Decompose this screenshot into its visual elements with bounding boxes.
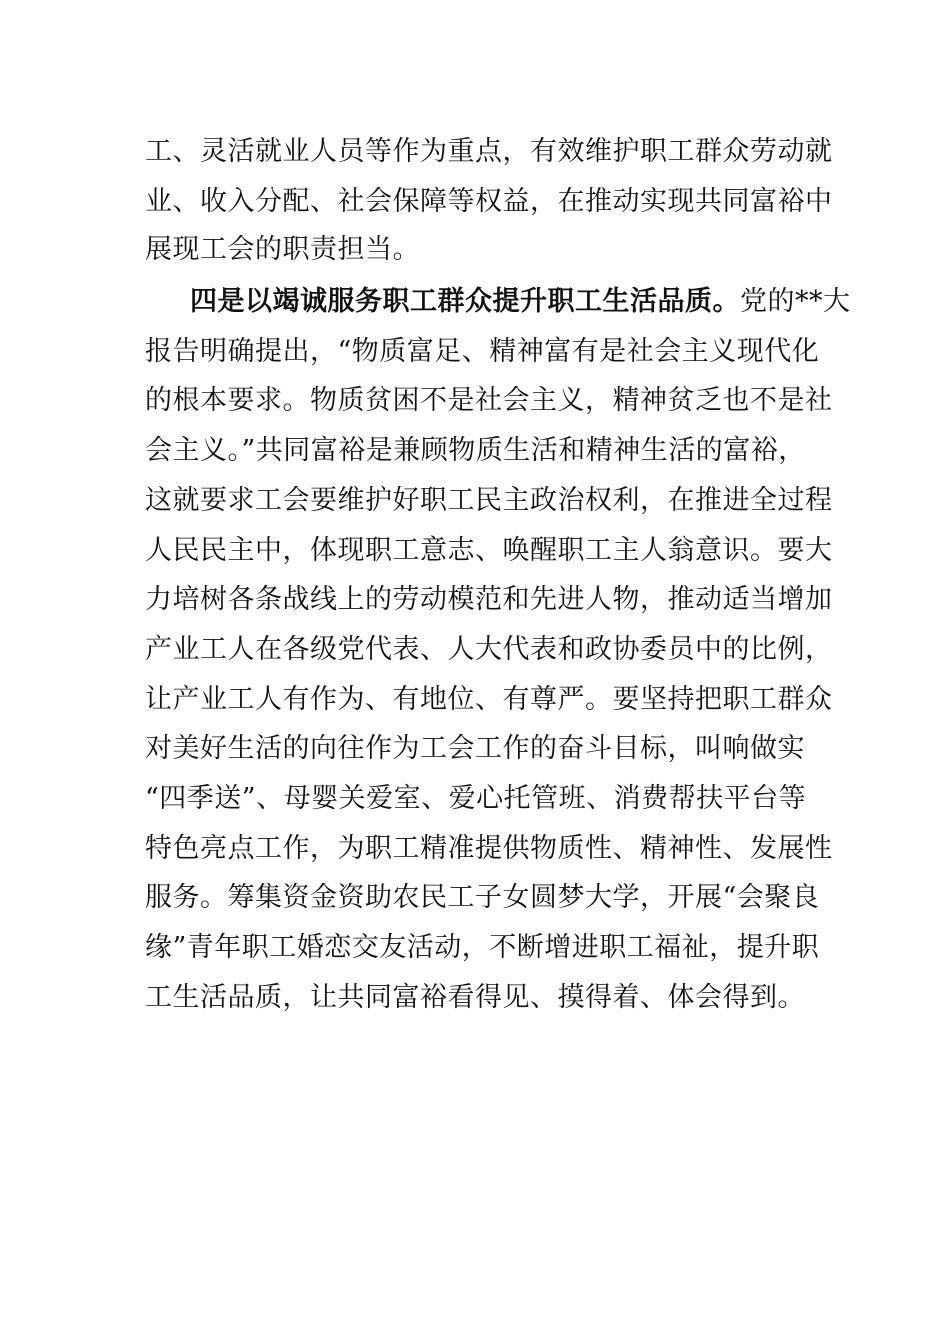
paragraph-line: 产业工人在各级党代表、人大代表和政协委员中的比例，	[145, 634, 833, 665]
paragraph-line: “四季送”、母婴关爱室、爱心托管班、消费帮扶平台等	[145, 783, 807, 814]
paragraph-line: 力培树各条战线上的劳动模范和先进人物，推动适当增加	[145, 584, 833, 615]
paragraph-line: 会主义。”共同富裕是兼顾物质生活和精神生活的富裕，	[145, 435, 806, 466]
heading-continuation: 党的**大	[740, 286, 851, 317]
paragraph-line: 报告明确提出，“物质富足、精神富有是社会主义现代化	[145, 336, 820, 367]
paragraph-line: 工生活品质，让共同富裕看得见、摸得着、体会得到。	[145, 982, 805, 1013]
paragraph-line: 特色亮点工作，为职工精准提供物质性、精神性、发展性	[145, 833, 833, 864]
paragraph-line: 这就要求工会要维护好职工民主政治权利，在推进全过程	[145, 485, 833, 516]
paragraph-line: 服务。筹集资金资助农民工子女圆梦大学，开展“会聚良	[145, 882, 820, 913]
paragraph-line: 让产业工人有作为、有地位、有尊严。要坚持把职工群众	[145, 684, 833, 715]
paragraph-line: 缘”青年职工婚恋交友活动，不断增进职工福祉，提升职	[145, 932, 820, 963]
paragraph-line: 展现工会的职责担当。	[145, 234, 420, 265]
paragraph-first-line	[190, 282, 851, 322]
paragraph-line: 的根本要求。物质贫困不是社会主义，精神贫乏也不是社	[145, 385, 833, 416]
paragraph-line: 对美好生活的向往作为工会工作的奋斗目标，叫响做实	[145, 733, 805, 764]
section-heading: 四是以竭诚服务职工群众提升职工生活品质。	[190, 286, 740, 317]
paragraph-line: 人民民主中，体现职工意志、唤醒职工主人翁意识。要大	[145, 535, 833, 566]
paragraph-line: 工、灵活就业人员等作为重点，有效维护职工群众劳动就	[145, 136, 833, 167]
paragraph-line: 业、收入分配、社会保障等权益，在推动实现共同富裕中	[145, 186, 833, 217]
